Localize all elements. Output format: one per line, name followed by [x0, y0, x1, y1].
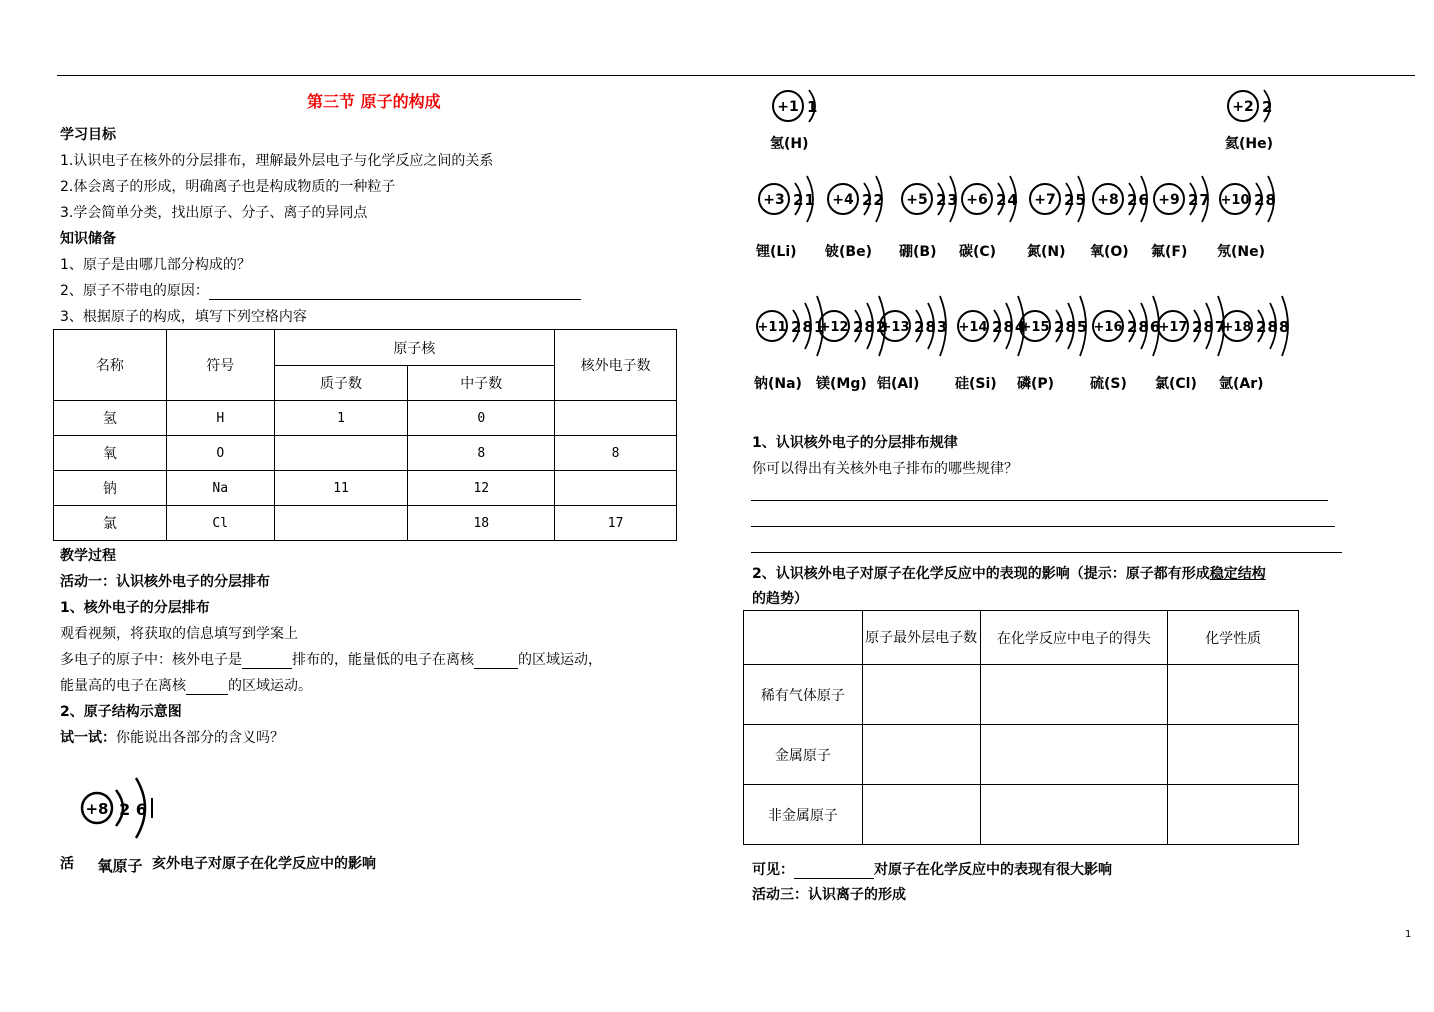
header-electron-gain-loss: 在化学反应中电子的得失: [980, 611, 1168, 665]
atom-structure-diagrams: [740, 78, 1300, 400]
shell-electrons: 284: [992, 318, 1027, 336]
goal-item: 3.学会简单分类，找出原子、分子、离子的异同点: [60, 205, 368, 221]
shell-electrons: 2: [1262, 98, 1274, 116]
goal-item: 1.认识电子在核外的分层排布，理解最外层电子与化学反应之间的关系: [60, 153, 494, 169]
answer-cell[interactable]: [1168, 785, 1299, 845]
element-label: 铍(Be): [825, 244, 872, 260]
goal-item: 2.体会离子的形成，明确离子也是构成物质的一种粒子: [60, 179, 396, 195]
atom-properties-table: [743, 610, 1299, 845]
header-nucleus: 原子核: [274, 330, 555, 366]
answer-blank[interactable]: [186, 679, 228, 695]
nucleus-charge: +12: [819, 320, 849, 335]
nucleus-charge: +2: [1232, 99, 1254, 115]
cell-electrons[interactable]: [555, 401, 677, 436]
table-row: [54, 471, 677, 506]
watch-instruction: 观看视频，将获取的信息填写到学案上: [60, 626, 298, 642]
header-empty: [744, 611, 863, 665]
cell-symbol: H: [166, 401, 274, 436]
multi-electron-sentence: [60, 649, 602, 669]
rule-heading: 1、认识核外电子的分层排布规律: [752, 435, 958, 451]
answer-cell[interactable]: [1168, 665, 1299, 725]
shell-electrons: 23: [936, 191, 959, 209]
cell-neutrons: 18: [408, 506, 555, 541]
answer-blank[interactable]: [794, 863, 874, 879]
answer-cell[interactable]: [1168, 725, 1299, 785]
influence-heading-cont: 的趋势）: [752, 591, 808, 607]
cell-name: 氯: [54, 506, 167, 541]
conclusion-line: [752, 859, 1112, 879]
high-energy-sentence: [60, 675, 312, 695]
page-number: 1: [1405, 929, 1412, 940]
answer-cell[interactable]: [862, 785, 980, 845]
try-label: 试一试：: [60, 730, 116, 746]
header-protons: 质子数: [274, 366, 408, 401]
shell-electrons: 2 6: [119, 800, 147, 819]
shell-electrons: 26: [1127, 191, 1150, 209]
shell-electrons: 28: [1254, 191, 1277, 209]
sentence-part: 多电子的原子中：核外电子是: [60, 652, 242, 668]
answer-cell[interactable]: [862, 725, 980, 785]
answer-cell[interactable]: [862, 665, 980, 725]
sentence-part: 排布的，能量低的电子在离核: [292, 652, 474, 668]
header-electrons: 核外电子数: [555, 330, 677, 401]
cell-symbol: Cl: [166, 506, 274, 541]
shell-electrons: 21: [793, 191, 816, 209]
page-title: 第三节 原子的构成: [307, 92, 441, 111]
goals-heading: 学习目标: [60, 127, 116, 143]
element-label: 铝(Al): [877, 376, 920, 392]
nucleus-charge: +8: [85, 800, 109, 818]
nucleus-charge: +8: [1097, 192, 1119, 208]
shell-electrons: 283: [914, 318, 949, 336]
header-rule: [57, 75, 1415, 76]
shell-electrons: 22: [862, 191, 885, 209]
question-1: 1、原子是由哪几部分构成的？: [60, 257, 251, 273]
element-label: 硅(Si): [955, 376, 997, 392]
cell-electrons[interactable]: [555, 471, 677, 506]
oxygen-atom-diagram: [78, 770, 163, 880]
nucleus-charge: +4: [832, 192, 854, 208]
element-label: 氢(H): [770, 136, 809, 152]
activity-1-heading: 活动一：认识核外电子的分层排布: [60, 574, 270, 590]
shell-electrons: 27: [1188, 191, 1211, 209]
cell-protons[interactable]: [274, 506, 408, 541]
answer-blank[interactable]: [242, 653, 292, 669]
cell-symbol: O: [166, 436, 274, 471]
diagram-caption: 氧原子: [97, 857, 143, 875]
cell-name: 氧: [54, 436, 167, 471]
cell-protons[interactable]: [274, 436, 408, 471]
nucleus-charge: +16: [1093, 320, 1123, 335]
sentence-part: 的区域运动，: [518, 652, 602, 668]
element-label: 硫(S): [1090, 376, 1127, 392]
cell-protons: 11: [274, 471, 408, 506]
try-prompt: [60, 727, 284, 747]
heading-underlined: 稳定结构: [1209, 566, 1266, 582]
sentence-part: 的区域运动。: [228, 678, 312, 694]
cell-neutrons: 12: [408, 471, 555, 506]
cell-neutrons: 0: [408, 401, 555, 436]
rule-question: 你可以得出有关核外电子排布的哪些规律？: [752, 461, 1018, 477]
nucleus-charge: +1: [777, 99, 799, 115]
try-question: 你能说出各部分的含义吗？: [116, 730, 284, 746]
section-1-heading: 1、核外电子的分层排布: [60, 600, 210, 616]
element-label: 磷(P): [1017, 376, 1055, 392]
element-label: 硼(B): [899, 244, 937, 260]
nucleus-charge: +9: [1158, 192, 1180, 208]
cell-electrons: 17: [555, 506, 677, 541]
nucleus-charge: +18: [1222, 320, 1252, 335]
shell-electrons: 281: [791, 318, 826, 336]
answer-cell[interactable]: [980, 785, 1168, 845]
question-2-text: 2、原子不带电的原因：: [60, 283, 209, 299]
section-2-heading: 2、原子结构示意图: [60, 704, 182, 720]
cell-electrons: 8: [555, 436, 677, 471]
question-2: [60, 280, 581, 300]
element-label: 氮(N): [1027, 244, 1066, 260]
table-row: [54, 436, 677, 471]
answer-line[interactable]: [751, 500, 1328, 501]
nucleus-charge: +15: [1020, 320, 1050, 335]
element-label: 氧(O): [1090, 244, 1129, 260]
cell-name: 钠: [54, 471, 167, 506]
row-label: 稀有气体原子: [744, 665, 863, 725]
activity-3-heading: 活动三：认识离子的形成: [752, 887, 906, 903]
process-heading: 教学过程: [60, 548, 116, 564]
answer-cell[interactable]: [980, 665, 1168, 725]
table-row: [54, 401, 677, 436]
header-neutrons: 中子数: [408, 366, 555, 401]
shell-electrons: 24: [996, 191, 1019, 209]
shell-electrons: 285: [1054, 318, 1089, 336]
answer-line[interactable]: [751, 552, 1342, 553]
row-label: 非金属原子: [744, 785, 863, 845]
answer-blank[interactable]: [474, 653, 518, 669]
shell-electrons: 282: [853, 318, 888, 336]
header-symbol: 符号: [166, 330, 274, 401]
activity-2-prefix: 活: [60, 856, 74, 872]
nucleus-charge: +10: [1220, 193, 1250, 208]
cell-neutrons: 8: [408, 436, 555, 471]
nucleus-charge: +6: [966, 192, 988, 208]
shell-electrons: 1: [807, 98, 819, 116]
activity-2-heading: 亥外电子对原子在化学反应中的影响: [152, 856, 376, 872]
answer-blank[interactable]: [209, 284, 581, 300]
prep-heading: 知识储备: [60, 231, 116, 247]
element-label: 氟(F): [1151, 244, 1188, 260]
conclusion-text: 对原子在化学反应中的表现有很大影响: [874, 862, 1112, 878]
table-row: [744, 785, 1299, 845]
nucleus-charge: +7: [1034, 192, 1056, 208]
cell-symbol: Na: [166, 471, 274, 506]
heading-part: 2、认识核外电子对原子在化学反应中的表现的影响（提示：原子都有形成: [752, 566, 1210, 582]
shell-electrons: 25: [1064, 191, 1087, 209]
shell-electrons: 288: [1256, 318, 1291, 336]
influence-heading: [752, 563, 1266, 583]
element-label: 氦(He): [1225, 136, 1274, 152]
header-outer-electrons: 原子最外层电子数: [862, 611, 980, 665]
nucleus-charge: +3: [763, 192, 785, 208]
header-name: 名称: [54, 330, 167, 401]
element-label: 氖(Ne): [1217, 244, 1266, 260]
nucleus-charge: +14: [958, 320, 988, 335]
header-chemical-property: 化学性质: [1168, 611, 1299, 665]
shell-electrons: 287: [1192, 318, 1227, 336]
element-label: 氯(Cl): [1155, 376, 1197, 392]
nucleus-charge: +13: [880, 320, 910, 335]
nucleus-charge: +5: [906, 192, 928, 208]
sentence-part: 能量高的电子在离核: [60, 678, 186, 694]
table-row: [54, 506, 677, 541]
question-3: 3、根据原子的构成，填写下列空格内容: [60, 309, 307, 325]
cell-name: 氢: [54, 401, 167, 436]
cell-protons: 1: [274, 401, 408, 436]
shell-electrons: 286: [1127, 318, 1162, 336]
conclusion-prefix: 可见：: [752, 862, 794, 878]
table-row: [744, 725, 1299, 785]
nucleus-charge: +11: [757, 320, 787, 335]
element-label: 钠(Na): [754, 376, 802, 392]
element-label: 氩(Ar): [1219, 376, 1264, 392]
answer-line[interactable]: [751, 526, 1335, 527]
element-label: 碳(C): [959, 244, 997, 260]
table-row: [744, 665, 1299, 725]
nucleus-charge: +17: [1158, 320, 1188, 335]
answer-cell[interactable]: [980, 725, 1168, 785]
element-label: 镁(Mg): [816, 376, 867, 392]
element-label: 锂(Li): [756, 244, 797, 260]
row-label: 金属原子: [744, 725, 863, 785]
atom-composition-table: [53, 329, 677, 541]
